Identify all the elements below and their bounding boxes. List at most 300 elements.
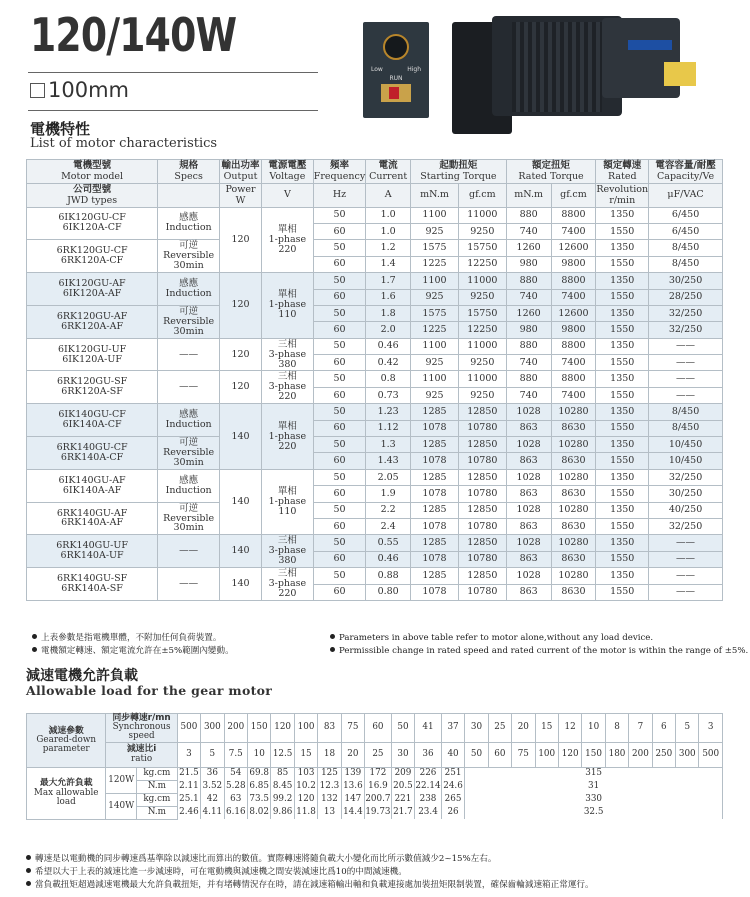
voltage-cell bbox=[261, 404, 313, 470]
data-cell: 1028 bbox=[506, 568, 551, 584]
data-cell: 1550 bbox=[596, 387, 649, 403]
spec-cell bbox=[158, 469, 220, 502]
table-row bbox=[27, 568, 723, 584]
data-cell: 1350 bbox=[596, 404, 649, 420]
voltage-zh: 單相 bbox=[277, 223, 297, 235]
header-en: Rated bbox=[607, 171, 637, 183]
sync-speed-cell: 37 bbox=[441, 714, 464, 743]
data-cell: 60 bbox=[313, 289, 365, 305]
spec-en: Induction bbox=[165, 288, 212, 300]
header-zh: 電機型號 bbox=[73, 160, 112, 171]
spec-zh: 感應 bbox=[179, 212, 199, 224]
header-zh: 電流 bbox=[378, 160, 398, 171]
model-cell bbox=[27, 437, 158, 470]
table-row bbox=[27, 742, 723, 767]
sync-speed-cell: 10 bbox=[582, 714, 605, 743]
data-cell: 8630 bbox=[551, 584, 596, 600]
ratio-cell: 30 bbox=[391, 742, 414, 767]
data-cell: —— bbox=[649, 584, 723, 600]
data-cell: 9800 bbox=[551, 256, 596, 272]
voltage-zh: 三相 bbox=[277, 535, 297, 547]
header-en: Capacity/Ve bbox=[657, 171, 715, 183]
data-cell: —— bbox=[649, 535, 723, 551]
data-cell: 50 bbox=[313, 404, 365, 420]
note-item: 希望以大于上表的減速比進一步減速時，可在電動機與減速機之間安裝減速比爲10的中間減速機。 bbox=[26, 866, 594, 879]
data-cell: 10780 bbox=[458, 584, 506, 600]
max-load-zh: 最大允許負載 bbox=[39, 778, 93, 789]
divider bbox=[28, 72, 318, 73]
data-cell: 1350 bbox=[596, 469, 649, 485]
data-cell: 1350 bbox=[596, 273, 649, 289]
sync-en: Synchronous speed bbox=[112, 722, 171, 742]
data-cell: 60 bbox=[313, 387, 365, 403]
data-cell: 1350 bbox=[596, 305, 649, 321]
data-cell: 10/450 bbox=[649, 437, 723, 453]
subheader-zh: 公司型號 bbox=[73, 183, 112, 195]
table-row bbox=[27, 404, 723, 420]
power-cell: 140 bbox=[220, 404, 262, 470]
data-cell: 32/250 bbox=[649, 469, 723, 485]
sync-speed-cell: 41 bbox=[415, 714, 442, 743]
data-cell: —— bbox=[649, 355, 723, 371]
subheader: W bbox=[235, 195, 246, 207]
data-cell: 1.8 bbox=[366, 305, 411, 321]
header-zh: 電源電壓 bbox=[268, 160, 307, 171]
power-cell: 120W bbox=[106, 767, 137, 793]
model-cell bbox=[27, 338, 158, 371]
data-cell: 8/450 bbox=[649, 256, 723, 272]
sync-speed-cell: 300 bbox=[201, 714, 224, 743]
data-cell: 1550 bbox=[596, 223, 649, 239]
model-name: 6RK140GU-CF bbox=[56, 441, 128, 453]
load-value-cell: 315 bbox=[465, 767, 723, 780]
data-cell: 1285 bbox=[411, 469, 459, 485]
data-cell: 1550 bbox=[596, 322, 649, 338]
data-cell: 925 bbox=[411, 355, 459, 371]
voltage-value: 220 bbox=[278, 440, 297, 452]
data-cell: 9250 bbox=[458, 387, 506, 403]
spec-cell bbox=[158, 568, 220, 601]
bullet-icon bbox=[26, 881, 31, 886]
load-value-cell: 22.14 bbox=[415, 780, 442, 793]
header-zh: 額定轉速 bbox=[603, 160, 642, 171]
data-cell: 2.05 bbox=[366, 469, 411, 485]
data-cell: 32/250 bbox=[649, 518, 723, 534]
model-cell bbox=[27, 469, 158, 502]
data-cell: 50 bbox=[313, 535, 365, 551]
data-cell: 0.46 bbox=[366, 338, 411, 354]
cooling-fins-shape bbox=[512, 22, 602, 112]
data-cell: 10280 bbox=[551, 469, 596, 485]
ratio-cell: 150 bbox=[582, 742, 605, 767]
data-cell: 1285 bbox=[411, 535, 459, 551]
model-name: 6IK120GU-CF bbox=[58, 212, 126, 224]
sync-speed-cell: 15 bbox=[535, 714, 558, 743]
data-cell: 60 bbox=[313, 551, 365, 567]
data-cell: 30/250 bbox=[649, 486, 723, 502]
ratio-cell: 25 bbox=[365, 742, 392, 767]
table-row bbox=[27, 469, 723, 485]
data-cell: 50 bbox=[313, 469, 365, 485]
high-label: High bbox=[407, 66, 421, 73]
data-cell: 8/450 bbox=[649, 240, 723, 256]
data-cell: 1028 bbox=[506, 437, 551, 453]
data-cell: 1078 bbox=[411, 551, 459, 567]
data-cell: 50 bbox=[313, 568, 365, 584]
bullet-icon bbox=[32, 647, 37, 652]
data-cell: 60 bbox=[313, 322, 365, 338]
data-cell: 12850 bbox=[458, 568, 506, 584]
note-item: Parameters in above table refer to motor alone,without any load device. bbox=[330, 632, 748, 645]
data-cell: 1350 bbox=[596, 568, 649, 584]
gear-motor-image bbox=[452, 12, 697, 136]
data-cell: 1028 bbox=[506, 502, 551, 518]
load-value-cell: 147 bbox=[341, 793, 364, 806]
data-cell: 1350 bbox=[596, 338, 649, 354]
spec-zh: 感應 bbox=[179, 409, 199, 421]
spec-table bbox=[26, 159, 723, 601]
model-cell bbox=[27, 305, 158, 338]
model-name: 6RK140A-CF bbox=[60, 451, 124, 463]
load-value-cell: 32.5 bbox=[465, 806, 723, 819]
load-value-cell: 2.11 bbox=[177, 780, 200, 793]
load-value-cell: 63 bbox=[224, 793, 247, 806]
data-cell: 8630 bbox=[551, 453, 596, 469]
data-cell: 1350 bbox=[596, 437, 649, 453]
data-cell: 1028 bbox=[506, 469, 551, 485]
load-value-cell: 8.02 bbox=[247, 806, 270, 819]
sync-speed-cell: 60 bbox=[365, 714, 392, 743]
data-cell: 15750 bbox=[458, 305, 506, 321]
spec-cell bbox=[158, 207, 220, 240]
voltage-en: 1-phase bbox=[268, 299, 307, 311]
header-zh: 頻率 bbox=[329, 160, 349, 171]
ratio-cell: 20 bbox=[341, 742, 364, 767]
data-cell: 8800 bbox=[551, 371, 596, 387]
table-row bbox=[27, 767, 723, 780]
ratio-cell: 120 bbox=[558, 742, 581, 767]
voltage-zh: 單相 bbox=[277, 486, 297, 498]
load-value-cell: 3.52 bbox=[201, 780, 224, 793]
voltage-en: 1-phase bbox=[268, 496, 307, 508]
model-name: 6IK120A-CF bbox=[62, 222, 122, 234]
voltage-value: 380 bbox=[278, 358, 297, 370]
nameplate-shape bbox=[628, 40, 672, 50]
voltage-en: 3-phase bbox=[268, 578, 307, 590]
load-value-cell: 172 bbox=[365, 767, 392, 780]
load-value-cell: 120 bbox=[294, 793, 317, 806]
data-cell: 925 bbox=[411, 289, 459, 305]
bullet-icon bbox=[26, 855, 31, 860]
data-cell: 1078 bbox=[411, 518, 459, 534]
voltage-zh: 單相 bbox=[277, 420, 297, 432]
data-cell: 0.46 bbox=[366, 551, 411, 567]
data-cell: 6/450 bbox=[649, 207, 723, 223]
speed-dial-icon bbox=[383, 34, 409, 60]
data-cell: 1350 bbox=[596, 535, 649, 551]
data-cell: 1078 bbox=[411, 584, 459, 600]
model-name: 6RK140A-AF bbox=[61, 517, 124, 529]
data-cell: 12250 bbox=[458, 256, 506, 272]
load-value-cell: 99.2 bbox=[271, 793, 294, 806]
sync-speed-cell: 200 bbox=[224, 714, 247, 743]
sync-speed-cell: 500 bbox=[177, 714, 200, 743]
load-value-cell: 226 bbox=[415, 767, 442, 780]
load-value-cell: 132 bbox=[318, 793, 341, 806]
data-cell: 1.6 bbox=[366, 289, 411, 305]
data-cell: 9250 bbox=[458, 223, 506, 239]
bullet-icon bbox=[330, 647, 335, 652]
param-en: Geared-down parameter bbox=[36, 734, 97, 754]
table-row bbox=[27, 793, 723, 806]
header-en: Voltage bbox=[269, 171, 306, 183]
model-name: 6RK140GU-AF bbox=[56, 507, 128, 519]
data-cell: 8800 bbox=[551, 338, 596, 354]
data-cell: 10/450 bbox=[649, 453, 723, 469]
data-cell: 30/250 bbox=[649, 273, 723, 289]
data-cell: 1260 bbox=[506, 305, 551, 321]
spec-zh: —— bbox=[179, 381, 199, 393]
data-cell: 1550 bbox=[596, 420, 649, 436]
spec-cell bbox=[158, 240, 220, 273]
data-cell: 9250 bbox=[458, 289, 506, 305]
data-cell: 50 bbox=[313, 305, 365, 321]
model-name: 6IK140A-AF bbox=[62, 484, 122, 496]
ratio-cell: 12.5 bbox=[271, 742, 294, 767]
load-value-cell: 73.5 bbox=[247, 793, 270, 806]
data-cell: 1285 bbox=[411, 502, 459, 518]
data-cell: 10780 bbox=[458, 453, 506, 469]
unit-cell: N.m bbox=[136, 806, 177, 819]
spec-zh: 感應 bbox=[179, 474, 199, 486]
ratio-cell: 200 bbox=[629, 742, 652, 767]
data-cell: 8630 bbox=[551, 551, 596, 567]
load-value-cell: 8.45 bbox=[271, 780, 294, 793]
data-cell: 1550 bbox=[596, 486, 649, 502]
data-cell: 12850 bbox=[458, 502, 506, 518]
load-value-cell: 23.4 bbox=[415, 806, 442, 819]
data-cell: 925 bbox=[411, 223, 459, 239]
load-value-cell: 26 bbox=[441, 806, 464, 819]
spec-cell bbox=[158, 535, 220, 568]
sync-speed-cell: 7 bbox=[629, 714, 652, 743]
data-cell: 0.88 bbox=[366, 568, 411, 584]
spec-cell bbox=[158, 404, 220, 437]
load-value-cell: 12.3 bbox=[318, 780, 341, 793]
data-cell: 1.7 bbox=[366, 273, 411, 289]
note-item: 轉速是以電動機的同步轉速爲基準除以減速比而算出的數值。實際轉速將隨負載大小變化而比所示數值減少2~15%左右。 bbox=[26, 853, 594, 866]
table-row bbox=[27, 207, 723, 223]
data-cell: 863 bbox=[506, 453, 551, 469]
sync-speed-cell: 50 bbox=[391, 714, 414, 743]
unit-cell: N.m bbox=[136, 780, 177, 793]
data-cell: 2.0 bbox=[366, 322, 411, 338]
data-cell: 1225 bbox=[411, 256, 459, 272]
sync-speed-cell: 83 bbox=[318, 714, 341, 743]
bullet-icon bbox=[26, 868, 31, 873]
data-cell: 1.0 bbox=[366, 207, 411, 223]
data-cell: 8800 bbox=[551, 273, 596, 289]
spec-en: 30min bbox=[173, 456, 204, 468]
voltage-zh: 三相 bbox=[277, 371, 297, 383]
model-name: 6RK140GU-UF bbox=[56, 540, 128, 552]
data-cell: 12850 bbox=[458, 469, 506, 485]
data-cell: 1.2 bbox=[366, 240, 411, 256]
sync-speed-cell: 20 bbox=[512, 714, 535, 743]
data-cell: 7400 bbox=[551, 355, 596, 371]
data-cell: 880 bbox=[506, 273, 551, 289]
data-cell: 12250 bbox=[458, 322, 506, 338]
data-cell: 1.43 bbox=[366, 453, 411, 469]
output-shaft-shape bbox=[664, 62, 696, 86]
data-cell: 10280 bbox=[551, 404, 596, 420]
model-name: 6RK140GU-SF bbox=[57, 573, 128, 585]
data-cell: 7400 bbox=[551, 387, 596, 403]
data-cell: 8630 bbox=[551, 518, 596, 534]
load-value-cell: 251 bbox=[441, 767, 464, 780]
load-value-cell: 6.16 bbox=[224, 806, 247, 819]
header-en: Rated Torque bbox=[518, 171, 584, 183]
ratio-cell: 250 bbox=[652, 742, 675, 767]
sync-speed-cell: 5 bbox=[676, 714, 699, 743]
data-cell: 1.3 bbox=[366, 437, 411, 453]
header-zh: 規格 bbox=[179, 160, 199, 171]
data-cell: 12850 bbox=[458, 535, 506, 551]
power-cell: 120 bbox=[220, 371, 262, 404]
data-cell: 50 bbox=[313, 273, 365, 289]
data-cell: —— bbox=[649, 551, 723, 567]
ratio-header bbox=[106, 742, 177, 767]
model-name: 6IK140GU-AF bbox=[58, 474, 126, 486]
ratio-cell: 100 bbox=[535, 742, 558, 767]
spec-cell bbox=[158, 437, 220, 470]
subheader-en: JWD types bbox=[67, 195, 118, 207]
data-cell: 6/450 bbox=[649, 223, 723, 239]
table-row bbox=[27, 714, 723, 743]
spec-en: Induction bbox=[165, 484, 212, 496]
load-value-cell: 13 bbox=[318, 806, 341, 819]
header-en: Starting Torque bbox=[420, 171, 497, 183]
voltage-zh: 三相 bbox=[277, 568, 297, 580]
model-cell bbox=[27, 404, 158, 437]
data-cell: 28/250 bbox=[649, 289, 723, 305]
data-cell: 60 bbox=[313, 518, 365, 534]
load-table-body bbox=[27, 714, 723, 820]
data-cell: 1575 bbox=[411, 305, 459, 321]
sync-speed-cell: 3 bbox=[699, 714, 723, 743]
data-cell: 7400 bbox=[551, 289, 596, 305]
load-value-cell: 31 bbox=[465, 780, 723, 793]
ratio-cell: 40 bbox=[441, 742, 464, 767]
load-value-cell: 21.7 bbox=[391, 806, 414, 819]
data-cell: 50 bbox=[313, 338, 365, 354]
data-cell: 1550 bbox=[596, 518, 649, 534]
data-cell: 1550 bbox=[596, 453, 649, 469]
data-cell: 50 bbox=[313, 437, 365, 453]
data-cell: 2.4 bbox=[366, 518, 411, 534]
model-name: 6RK120A-AF bbox=[61, 320, 124, 332]
data-cell: 1285 bbox=[411, 404, 459, 420]
model-cell bbox=[27, 535, 158, 568]
table-row bbox=[27, 502, 723, 518]
load-value-cell: 5.28 bbox=[224, 780, 247, 793]
model-name: 6IK140GU-CF bbox=[58, 409, 126, 421]
table-row bbox=[27, 338, 723, 354]
data-cell: 50 bbox=[313, 502, 365, 518]
header-zh: 起動扭矩 bbox=[439, 160, 478, 171]
note-item: 電機額定轉速、額定電流允許在±5%範圍內變動。 bbox=[32, 645, 234, 658]
load-value-cell: 36 bbox=[201, 767, 224, 780]
load-value-cell: 13.6 bbox=[341, 780, 364, 793]
param-cell bbox=[27, 714, 106, 768]
data-cell: 1.23 bbox=[366, 404, 411, 420]
data-cell: 8630 bbox=[551, 420, 596, 436]
data-cell: 1350 bbox=[596, 240, 649, 256]
voltage-cell bbox=[261, 273, 313, 339]
voltage-zh: 單相 bbox=[277, 289, 297, 301]
frame-size: 100mm bbox=[30, 78, 129, 102]
data-cell: 1225 bbox=[411, 322, 459, 338]
page-title: 120/140W bbox=[30, 8, 237, 62]
spec-zh: —— bbox=[179, 348, 199, 360]
power-cell: 120 bbox=[220, 338, 262, 371]
data-cell: 8/450 bbox=[649, 420, 723, 436]
load-value-cell: 238 bbox=[415, 793, 442, 806]
data-cell: 10780 bbox=[458, 551, 506, 567]
data-cell: 60 bbox=[313, 486, 365, 502]
data-cell: —— bbox=[649, 338, 723, 354]
spec-zh: 感應 bbox=[179, 278, 199, 290]
load-value-cell: 54 bbox=[224, 767, 247, 780]
data-cell: 863 bbox=[506, 518, 551, 534]
data-cell: 1260 bbox=[506, 240, 551, 256]
load-value-cell: 11.8 bbox=[294, 806, 317, 819]
data-cell: 10280 bbox=[551, 535, 596, 551]
table-row bbox=[27, 273, 723, 289]
load-value-cell: 16.9 bbox=[365, 780, 392, 793]
load-value-cell: 103 bbox=[294, 767, 317, 780]
table-row bbox=[27, 535, 723, 551]
load-value-cell: 85 bbox=[271, 767, 294, 780]
model-name: 6IK120A-AF bbox=[62, 288, 122, 300]
voltage-en: 3-phase bbox=[268, 381, 307, 393]
data-cell: 10280 bbox=[551, 437, 596, 453]
data-cell: 12600 bbox=[551, 240, 596, 256]
load-section-subtitle: Allowable load for the gear motor bbox=[26, 683, 273, 698]
spec-zh: 可逆 Reversible bbox=[163, 502, 215, 524]
spec-en: 30min bbox=[173, 260, 204, 272]
load-value-cell: 19.73 bbox=[365, 806, 392, 819]
ratio-cell: 36 bbox=[415, 742, 442, 767]
data-cell: 1350 bbox=[596, 207, 649, 223]
table-row bbox=[27, 240, 723, 256]
ratio-cell: 3 bbox=[177, 742, 200, 767]
divider bbox=[28, 110, 318, 111]
load-value-cell: 200.7 bbox=[365, 793, 392, 806]
data-cell: 11000 bbox=[458, 338, 506, 354]
data-cell: 1550 bbox=[596, 584, 649, 600]
spec-table-body bbox=[27, 207, 723, 600]
data-cell: 11000 bbox=[458, 207, 506, 223]
data-cell: 60 bbox=[313, 355, 365, 371]
model-name: 6RK120GU-CF bbox=[56, 245, 128, 257]
subheader: gf.cm bbox=[551, 183, 596, 207]
header-zh: 輸出功率 bbox=[221, 160, 260, 171]
data-cell: 8800 bbox=[551, 207, 596, 223]
voltage-cell bbox=[261, 469, 313, 535]
ratio-cell: 5 bbox=[201, 742, 224, 767]
sync-speed-cell: 100 bbox=[294, 714, 317, 743]
